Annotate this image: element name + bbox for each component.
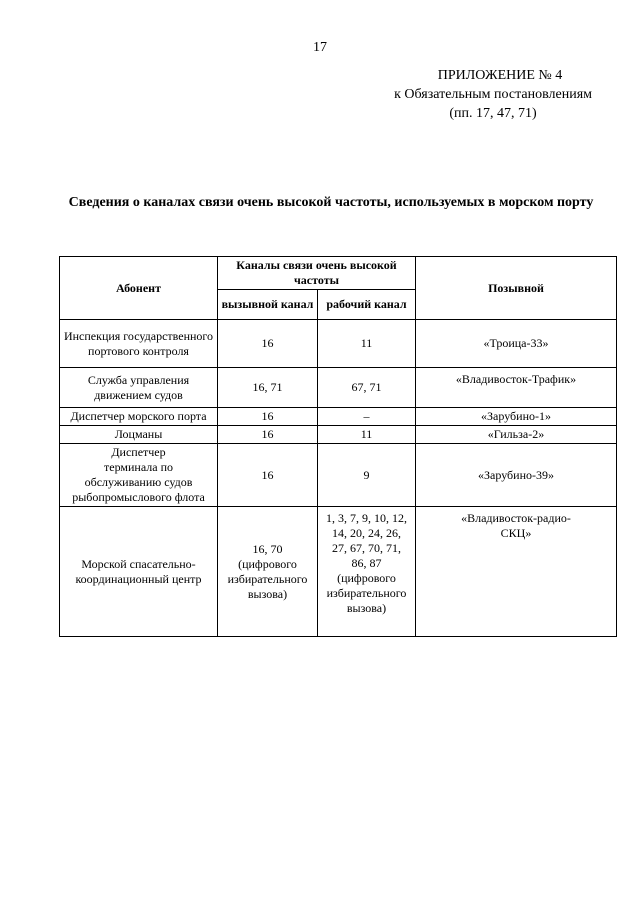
cell-callsign: «Зарубино-1»: [416, 408, 617, 426]
cell-working: –: [318, 408, 416, 426]
cell-working: 11: [318, 320, 416, 368]
header-calling-channel: вызывной канал: [218, 290, 318, 320]
cell-subscriber: Диспетчер терминала по обслуживанию судов рыбопромыслового флота: [60, 444, 218, 507]
cell-subscriber: Служба управления движением судов: [60, 368, 218, 408]
cell-callsign: «Троица-33»: [416, 320, 617, 368]
header-subscriber: Абонент: [60, 257, 218, 320]
header-callsign: Позывной: [416, 257, 617, 320]
page-number: 17: [313, 40, 327, 55]
cell-subscriber: Инспекция государственного портового контроля: [60, 320, 218, 368]
cell-callsign: «Зарубино-39»: [416, 444, 617, 507]
cell-working: 67, 71: [318, 368, 416, 408]
table-row: [60, 444, 617, 507]
table-row: [60, 320, 617, 368]
cell-calling: 16, 70 (цифрового избирательного вызова): [218, 507, 318, 637]
cell-callsign: «Гильза-2»: [416, 426, 617, 444]
cell-calling: 16: [218, 320, 318, 368]
cell-subscriber: Диспетчер морского порта: [60, 408, 218, 426]
vhf-channels-table: [59, 256, 617, 637]
header-working-channel: рабочий канал: [318, 290, 416, 320]
cell-callsign: «Владивосток-радио- СКЦ»: [416, 507, 617, 637]
appendix-block: [394, 66, 592, 123]
cell-calling: 16: [218, 444, 318, 507]
table-header-row: [60, 257, 617, 290]
table-row: [60, 507, 617, 637]
cell-subscriber: Морской спасательно-координационный центр: [60, 507, 218, 637]
cell-working: 1, 3, 7, 9, 10, 12, 14, 20, 24, 26, 27, 67, 70, 71, 86, 87 (цифрового избирательного вызова): [318, 507, 416, 637]
document-heading: Сведения о каналах связи очень высокой частоты, используемых в морском порту: [68, 195, 594, 210]
cell-subscriber: Лоцманы: [60, 426, 218, 444]
cell-calling: 16: [218, 426, 318, 444]
appendix-line-2: к Обязательным постановлениям: [394, 87, 592, 102]
cell-working: 9: [318, 444, 416, 507]
table-row: [60, 368, 617, 408]
table-row: [60, 426, 617, 444]
cell-calling: 16, 71: [218, 368, 318, 408]
header-channels-group: Каналы связи очень высокой частоты: [218, 257, 416, 290]
appendix-line-3: (пп. 17, 47, 71): [449, 106, 537, 121]
appendix-title: ПРИЛОЖЕНИЕ № 4: [437, 68, 563, 83]
table-row: [60, 408, 617, 426]
cell-working: 11: [318, 426, 416, 444]
cell-callsign: «Владивосток-Трафик»: [416, 368, 617, 408]
cell-calling: 16: [218, 408, 318, 426]
